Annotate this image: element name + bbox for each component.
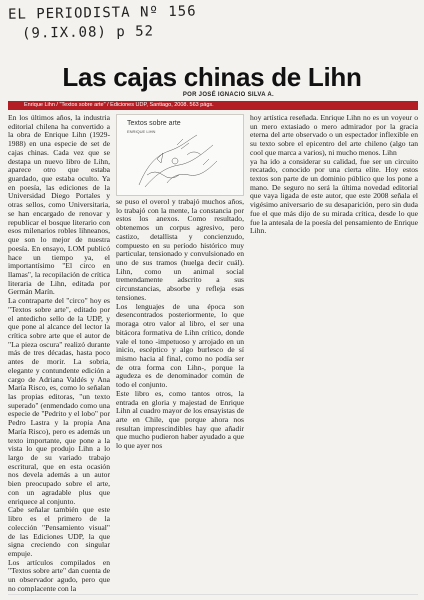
book-cover-illustration bbox=[117, 115, 243, 195]
book-cover-author: ENRIQUE LIHN bbox=[127, 129, 156, 134]
article-column-3 bbox=[250, 114, 418, 592]
paragraph: hoy artística reseñada. Enrique Lihn no es un voyeur o un mero extasiado o mero admirador por la gracia eterna del arte observado o un espectador inflexible en su texto sobre el epicentro del arte chileno (algo tan cool que marca a varios), ni mucho menos. Lihn bbox=[250, 114, 418, 157]
book-cover-image bbox=[116, 114, 244, 196]
article-column-2 bbox=[116, 198, 244, 592]
paragraph: ya ha ido a considerar su calidad, fue ser un circuito recatado, conocido por una cierta elite. Hoy estos textos son parte de un dominio público que los pone a mano. De seguro no será la última novedad editorial que vaya ligada de este autor, que este 2008 señala el vigésimo aniversario de su desaparición, pero sin duda fue el que más dijo de su mirada crítica, desde lo que fue la antesala de la poesía del pensamiento de Enrique Lihn. bbox=[250, 156, 418, 236]
paragraph: La contraparte del "circo" hoy es "Textos sobre arte", editado por el antedicho sello de la UDP, y que pone al alcance del lector la crítica sobre arte que el autor de "La pieza oscura" realizó durante más de tres décadas, hasta poco antes de morir. La sobria, elegante y contundente edición a cargo de Adriana Valdés y Ana María Risco, es, como lo señalan las propias editoras, "un texto superado" (enmendado como una especie de "Pedrito y el lobo" por Pedro Lastra y la propia Ana María Risco), pero es además un texto importante, que pone a la vista lo que produjo Lihn a lo largo de su variado trabajo escritural, que en esta ocasión nos devela además a un autor bien preocupado sobre el arte, con un agradable plus que enriquece al conjunto. bbox=[8, 296, 110, 506]
article-byline: POR JOSÉ IGNACIO SILVA A. bbox=[182, 92, 274, 98]
article-column-1 bbox=[8, 114, 110, 592]
paragraph: Este libro es, como tantos otros, la entrada en gloria y majestad de Enrique Lihn al cuadro mayor de los ensayistas de arte en Chile, que porque ahora nos resultan imprescindibles hay que añadir que mucho pudieron haber ayudado a que lo que ayer nos bbox=[116, 388, 244, 451]
paragraph: se puso el overol y trabajó muchos años, lo trabajó con la mente, la constancia por estos los anexos. Como resultado, obtenemos un corpus agresivo, pero castizo, detallista y concienzudo, compuesto en su período histórico muy particular, tensionado y convulsionado en uno de sus tramos (huelga decir cuál). Lihn, como un animal social tremendamente adscrito a sus circunstancias, absorbe y refleja esas tensiones. bbox=[116, 198, 244, 302]
paragraph: Los artículos compilados en "Textos sobre arte" dan cuenta de un observador agudo, pero que no complacente con la bbox=[8, 557, 110, 592]
book-cover-title: Textos sobre arte bbox=[127, 120, 181, 127]
handwritten-date-note: (9.IX.08) p 52 bbox=[21, 23, 155, 42]
bottom-rule bbox=[8, 594, 418, 595]
bibliographic-bar: Enrique Lihn / "Textos sobre arte" / Ediciones UDP, Santiago, 2008. 563 págs. bbox=[8, 101, 418, 110]
handwritten-source-note: EL PERIODISTA Nº 156 bbox=[7, 3, 197, 23]
article-headline: Las cajas chinas de Lihn bbox=[62, 62, 362, 92]
paragraph: Los lenguajes de una época son desencontrados posteriormente, lo que moraga otro valor al libro, el ser una bitácora formativa de Lihn crítico, donde vale el tono -impetuoso y arrojado en un inicio, escéptico y algo burlesco de sí mismo hacia al final, como no podía ser de otra forma con Lihn-, porque la agudeza es de denominador común de todo el conjunto. bbox=[116, 301, 244, 390]
paragraph: Cabe señalar también que este libro es el primero de la colección "Pensamiento visual" de las Ediciones UDP, la que signa creciendo con singular empuje. bbox=[8, 505, 110, 558]
paragraph: En los últimos años, la industria editorial chilena ha convertido a la obra de Enrique Lihn (1929-1988) en una especie de set de cajas chinas. Cada vez que se destapa un nuevo libro de Lihn, aparece otro que estaba guardado, que estaba oculto. Ya en poesía, las ediciones de la Universidad Diego Portales y otras sellos, como Universitaria, se han encargado de renovar y republicar el bosque literario con esos milenarios robles lihneanos, que son lo mejor de nuestra poesía. En ensayo, LOM publicó hace un tiempo ya, el importantísimo "El circo en llamas", la recopilación de crítica literaria de Lihn, editada por Germán Marín. bbox=[8, 114, 110, 297]
